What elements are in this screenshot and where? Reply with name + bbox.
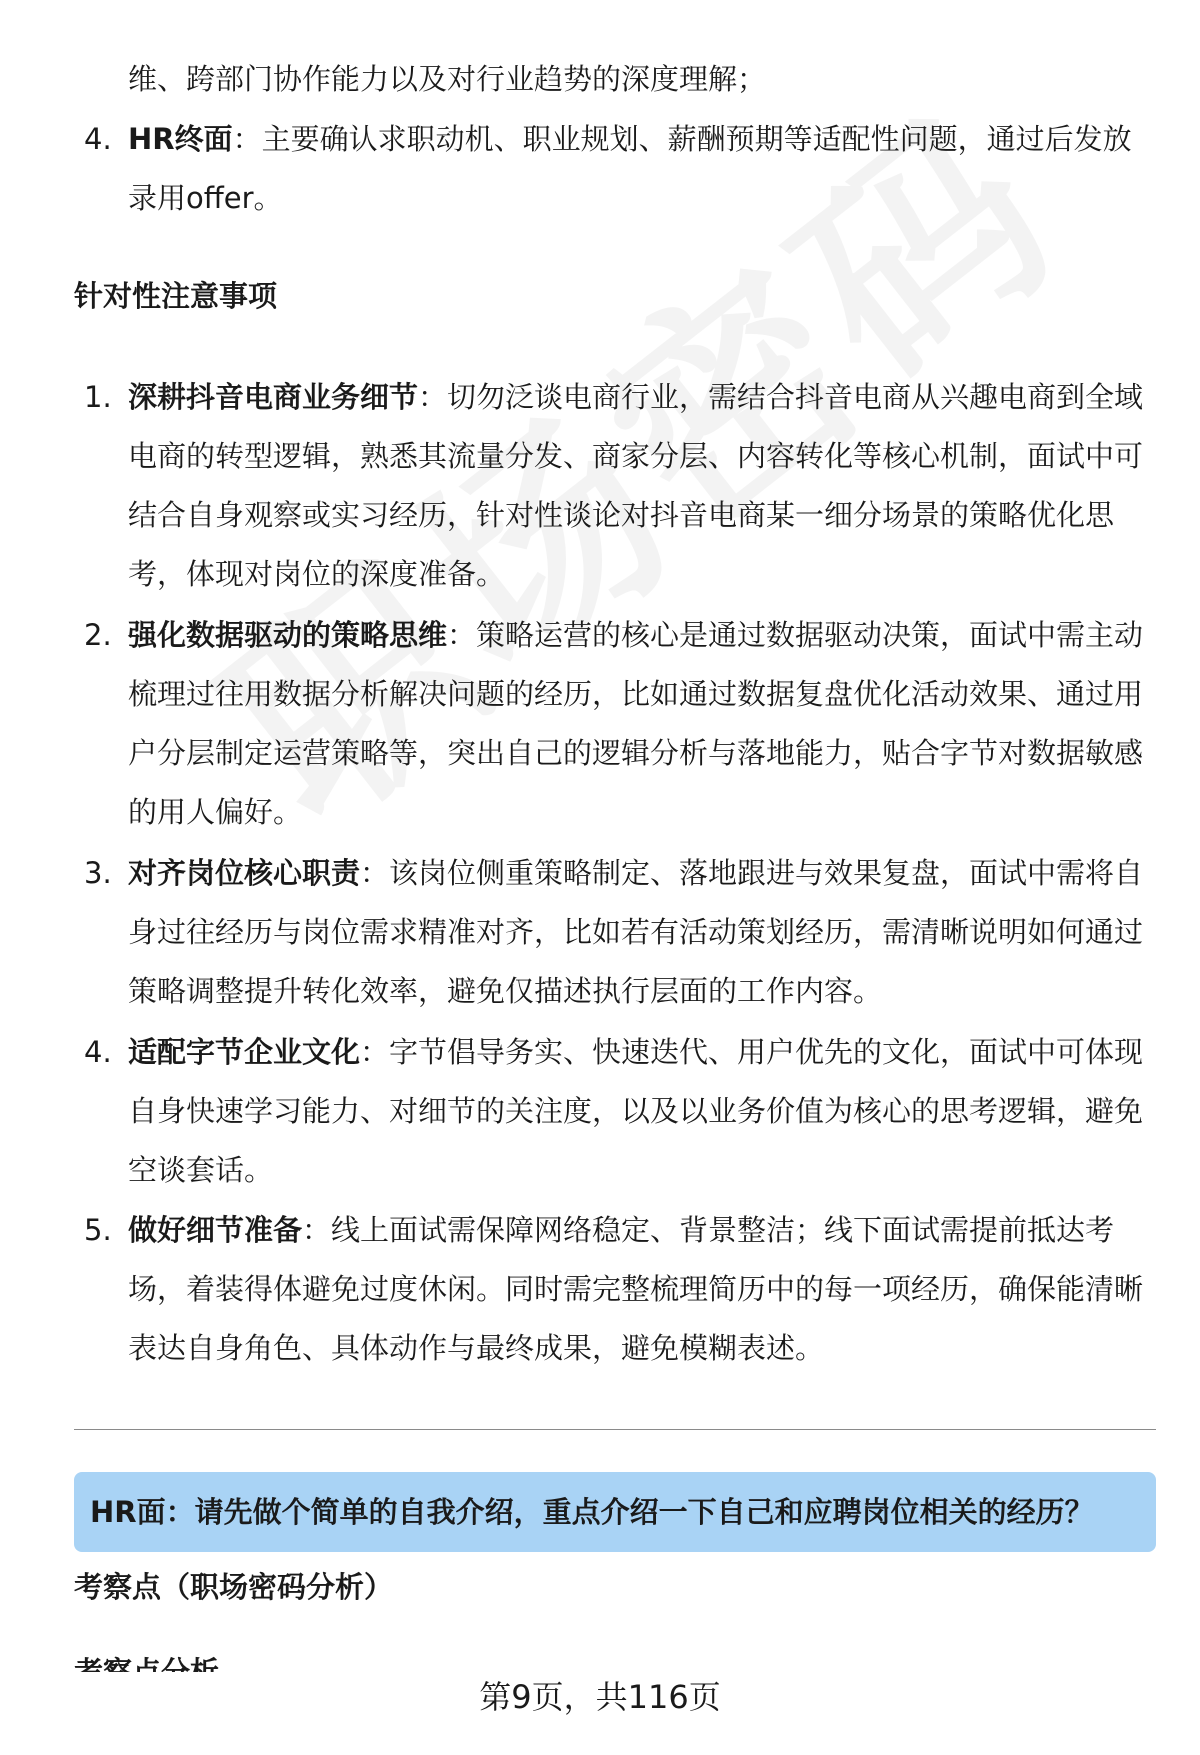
- list-number: 3.: [84, 856, 112, 890]
- list-number: 1.: [84, 380, 112, 414]
- list-item: [84, 606, 1158, 842]
- item-separator: ：: [302, 1213, 332, 1247]
- item-separator: ：: [418, 380, 448, 414]
- list-number: 2.: [84, 618, 112, 652]
- item-title: 深耕抖音电商业务细节: [128, 380, 419, 414]
- list-item: [84, 844, 1158, 1021]
- item-text: 切勿泛谈电商行业，需结合抖音电商从兴趣电商到全域电商的转型逻辑，熟悉其流量分发、商家分层、内容转化等核心机制，面试中可结合自身观察或实习经历，针对性谈论对抖音电商某一细分场景的策略优化思考，体现对岗位的深度准备。: [128, 380, 1144, 591]
- subheading: 考察点（职场密码分析）: [74, 1570, 394, 1604]
- list-item: [84, 368, 1158, 604]
- item-title: 对齐岗位核心职责: [128, 856, 361, 890]
- item-title: 强化数据驱动的策略思维: [128, 618, 448, 652]
- continued-line: 维、跨部门协作能力以及对行业趋势的深度理解；: [128, 62, 767, 96]
- list-number: 5.: [84, 1213, 112, 1247]
- list-number: 4.: [84, 122, 112, 156]
- list-number: 4.: [84, 1035, 112, 1069]
- interview-round-hr-final: [84, 110, 1158, 228]
- item-separator: ：: [447, 618, 477, 652]
- item-title: 适配字节企业文化: [128, 1035, 361, 1069]
- item-text: 主要确认求职动机、职业规划、薪酬预期等适配性问题，通过后发放录用offer。: [128, 122, 1132, 215]
- item-separator: ：: [232, 122, 262, 156]
- list-item: [84, 1201, 1158, 1378]
- item-separator: ：: [360, 1035, 390, 1069]
- item-text: 字节倡导务实、快速迭代、用户优先的文化，面试中可体现自身快速学习能力、对细节的关注度，以及以业务价值为核心的思考逻辑，避免空谈套话。: [128, 1035, 1144, 1187]
- item-separator: ：: [360, 856, 390, 890]
- question-callout: HR面：请先做个简单的自我介绍，重点介绍一下自己和应聘岗位相关的经历？: [74, 1472, 1156, 1552]
- page-footer: 第9页，共116页: [0, 1672, 1200, 1755]
- section-title: 针对性注意事项: [74, 279, 278, 313]
- item-text: 线上面试需保障网络稳定、背景整洁；线下面试需提前抵达考场，着装得体避免过度休闲。同时需完整梳理简历中的每一项经历，确保能清晰表达自身角色、具体动作与最终成果，避免模糊表述。: [128, 1213, 1144, 1365]
- item-title: HR终面: [128, 122, 233, 156]
- item-text: 策略运营的核心是通过数据驱动决策，面试中需主动梳理过往用数据分析解决问题的经历，比如通过数据复盘优化活动效果、通过用户分层制定运营策略等，突出自己的逻辑分析与落地能力，贴合字节对数据敏感的用人偏好。: [128, 618, 1144, 829]
- divider: [74, 1429, 1156, 1430]
- item-title: 做好细节准备: [128, 1213, 303, 1247]
- list-item: [84, 1023, 1158, 1200]
- item-text: 该岗位侧重策略制定、落地跟进与效果复盘，面试中需将自身过往经历与岗位需求精准对齐，比如若有活动策划经历，需清晰说明如何通过策略调整提升转化效率，避免仅描述执行层面的工作内容。: [128, 856, 1144, 1008]
